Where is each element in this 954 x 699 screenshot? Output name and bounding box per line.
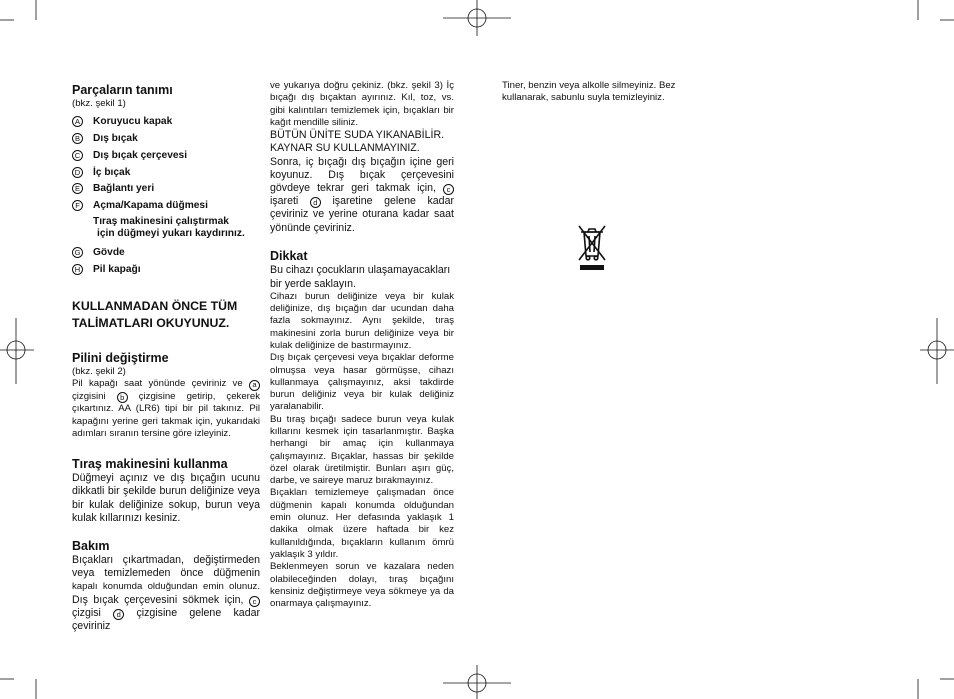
part-item bbox=[72, 113, 260, 130]
part-letter-icon: D bbox=[72, 167, 83, 178]
usage-title: Tıraş makinesini kullanma bbox=[72, 457, 228, 472]
part-label: Koruyucu kapak bbox=[93, 116, 173, 128]
switch-note: Tıraş makinesini çalıştırmak için düğmeyi yukarı kaydırınız. bbox=[93, 216, 245, 240]
part-letter-icon: F bbox=[72, 200, 83, 211]
warning-5: Beklenmeyen sorun ve kazalara neden olabileceğinden dolayı, tıraş bıçağını kensiniz değiştirmeye veya sökmeye ya da onarmaya çalışmayınız. bbox=[270, 561, 454, 610]
mark-d-icon: d bbox=[113, 609, 124, 620]
warning-1: Cihazı burun deliğinize veya bir kulak deliğinize, dış bıçağın dar ucundan daha fazla sokmayınız. Aynı şekilde, tıraş makinesini zorla burun deliğinize veya bir kulak deliğinize de bastırmayınız. bbox=[270, 290, 454, 351]
warning-2: Dış bıçak çerçevesi veya bıçaklar deforme olmuşsa veya hasar görmüşse, cihazı kullanmaya çalışmayınız, aksi takdirde burun deliğiniz veya bir kulak deliğiniz yaralanabilir. bbox=[270, 352, 454, 413]
usage-text: Düğmeyi açınız ve dış bıçağın ucunu dikkatli bir şekilde burun deliğinize veya bir kulak deliğinize sokup, burun veya kulak kıllarınızı kesiniz. bbox=[72, 472, 260, 524]
part-label: Dış bıçak bbox=[93, 132, 138, 144]
part-label: Bağlantı yeri bbox=[93, 183, 155, 195]
part-item bbox=[72, 261, 260, 278]
parts-title: Parçaların tanımı bbox=[72, 83, 173, 97]
reassembly-text: Sonra, iç bıçağı dış bıçağın içine geri koyunuz. Dış bıçak çerçevesini gövdeye tekrar geri takmak için, c işareti d işaretine gelene kadar çeviriniz ve yerine oturana kadar saat yönünde çeviriniz. bbox=[270, 155, 454, 234]
part-letter-icon: A bbox=[72, 116, 83, 127]
part-item bbox=[72, 197, 260, 214]
part-item bbox=[72, 147, 260, 164]
part-label: İç bıçak bbox=[93, 166, 131, 178]
mark-d-icon: d bbox=[310, 197, 321, 208]
read-first-heading: KULLANMADAN ÖNCE TÜM TALİMATLARI OKUYUNUZ. bbox=[72, 298, 238, 330]
weee-bin-icon bbox=[576, 222, 608, 272]
part-letter-icon: E bbox=[72, 183, 83, 194]
part-item bbox=[72, 180, 260, 197]
washable-note: BÜTÜN ÜNİTE SUDA YIKANABİLİR. KAYNAR SU KULLANMAYINIZ. bbox=[270, 129, 445, 155]
care-title: Bakım bbox=[72, 538, 110, 553]
part-label: Açma/Kapama düğmesi bbox=[93, 200, 208, 212]
mark-c-icon: c bbox=[249, 596, 260, 607]
cleaning-tip: Tiner, benzin veya alkolle silmeyiniz. Bez kullanarak, sabunlu suyla temizleyiniz. bbox=[502, 80, 676, 104]
part-letter-icon: B bbox=[72, 133, 83, 144]
part-item bbox=[72, 244, 260, 261]
part-item bbox=[72, 164, 260, 181]
part-item bbox=[72, 130, 260, 147]
mark-c-icon: c bbox=[443, 184, 454, 195]
warning-subtitle: Bu cihazı çocukların ulaşamayacakları bir yerde saklayın. bbox=[270, 264, 451, 290]
column-middle bbox=[270, 80, 454, 610]
part-letter-icon: G bbox=[72, 247, 83, 258]
part-label: Dış bıçak çerçevesi bbox=[93, 149, 188, 161]
mark-b-icon: b bbox=[117, 392, 128, 403]
column-left bbox=[72, 80, 260, 633]
care-text: Bıçakları çıkartmadan, değiştirmeden veya temizlemeden önce düğmenin kapalı konumda olduğundan emin olunuz. Dış bıçak çerçevesini sökmek için, c çizgisi d çizgisine gelene kadar çeviriniz bbox=[72, 553, 261, 633]
care-continued: ve yukarıya doğru çekiniz. (bkz. şekil 3) İç bıçağı dış bıçaktan ayırınız. Kıl, toz, vs. gibi kalıntıları temizlemek için, bıçakları bir kağıt mendille siliniz. bbox=[270, 80, 454, 128]
part-letter-icon: C bbox=[72, 150, 83, 161]
battery-title: Pilini değiştirme bbox=[72, 350, 169, 365]
parts-list bbox=[72, 113, 260, 214]
battery-text: Pil kapağı saat yönünde çeviriniz ve a çizgisini b çizgisine getirip, çekerek çıkartınız. AA (LR6) tipi bir pil takınız. Pil kapağını yerine geri takmak için, yukarıdaki adımları sıranın tersine göre izleyiniz. bbox=[72, 377, 261, 439]
warning-4: Bıçakları temizlemeye çalışmadan önce düğmenin kapalı konumda olduğundan emin olunuz. Her defasında yaklaşık 1 dakika olmak üzere haftada bir kez kullanıldığında, bıçakların kullanım ömrü yaklaşık 3 yıldır. bbox=[270, 487, 454, 560]
parts-ref: (bkz. şekil 1) bbox=[72, 98, 126, 109]
warning-3: Bu tıraş bıçağı sadece burun veya kulak kıllarını kesmek için tasarlanmıştır. Başka herhangi bir amaç için kullanmaya çalışmayınız. Bıçaklar, hassas bir şekilde özel olarak üretilmiştir. Bunları aşırı güç, darbe, ve saireye maruz bırakmayınız. bbox=[270, 413, 454, 487]
mark-a-icon: a bbox=[249, 380, 260, 391]
column-right bbox=[502, 80, 692, 105]
part-letter-icon: H bbox=[72, 264, 83, 275]
warning-title: Dikkat bbox=[270, 248, 308, 263]
part-label: Gövde bbox=[93, 246, 125, 258]
part-label: Pil kapağı bbox=[93, 263, 141, 275]
battery-ref: (bkz. şekil 2) bbox=[72, 365, 126, 377]
parts-list-2 bbox=[72, 244, 260, 278]
